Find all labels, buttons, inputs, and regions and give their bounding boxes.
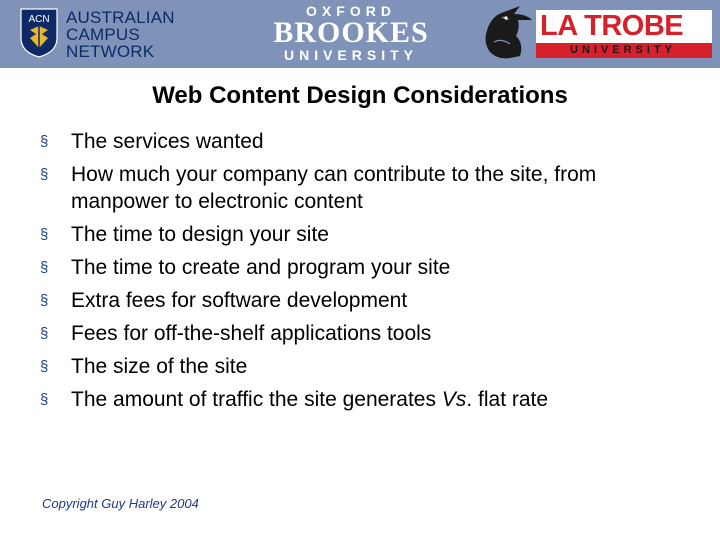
brookes-logo-bottom: UNIVERSITY [283,47,418,63]
bullet-item-traffic [40,386,700,413]
bullet-marker: § [40,226,49,243]
oxford-brookes-logo [236,2,466,64]
bullet-marker: § [40,292,49,309]
brookes-logo-top: OXFORD [306,3,396,19]
brookes-logo-main: BROOKES [273,16,429,49]
acn-line-3: NETWORK [66,42,155,61]
bullet-marker: § [40,325,49,342]
bullet-item-services [40,128,700,155]
logo-banner [0,0,720,68]
bullet-marker: § [40,259,49,276]
acn-logo [20,8,190,60]
acn-badge-icon [20,8,58,58]
acn-line-2: CAMPUS [66,25,140,44]
la-trobe-logo [480,4,716,64]
bullet-marker: § [40,133,49,150]
bullet-item-contribution [40,161,700,215]
la-trobe-name: LA TROBE [540,10,684,42]
bullet-item-design-time [40,221,700,248]
bullet-text: The time to create and program your site [71,256,451,279]
versus-term: Vs [441,388,467,411]
bullet-text: The services wanted [71,130,264,153]
slide-title: Web Content Design Considerations [152,82,568,109]
la-trobe-subtitle: UNIVERSITY [570,44,677,56]
acn-badge-text: ACN [28,14,50,25]
traffic-text-end: . flat rate [466,388,549,411]
bullet-item-software-fees [40,287,700,314]
bullet-text: The time to design your site [71,223,329,246]
traffic-text-start: The amount of traffic the site generates [71,388,442,411]
copyright-footer: Copyright Guy Harley 2004 [42,496,199,511]
bullet-item-site-size [40,353,700,380]
bullet-text: How much your company can contribute to the site, from manpower to electronic content [71,163,597,213]
bullet-item-program-time [40,254,700,281]
bullet-list [40,128,700,419]
bullet-marker: § [40,391,49,408]
bullet-text: Fees for off-the-shelf applications tools [71,322,432,345]
bullet-text: The size of the site [71,355,248,378]
bullet-item-tool-fees [40,320,700,347]
pelican-emblem-icon [480,4,536,62]
bullet-text: Extra fees for software development [71,289,408,312]
acn-line-1: AUSTRALIAN [66,8,175,27]
bullet-marker: § [40,166,49,183]
bullet-text [71,386,700,413]
bullet-marker: § [40,358,49,375]
